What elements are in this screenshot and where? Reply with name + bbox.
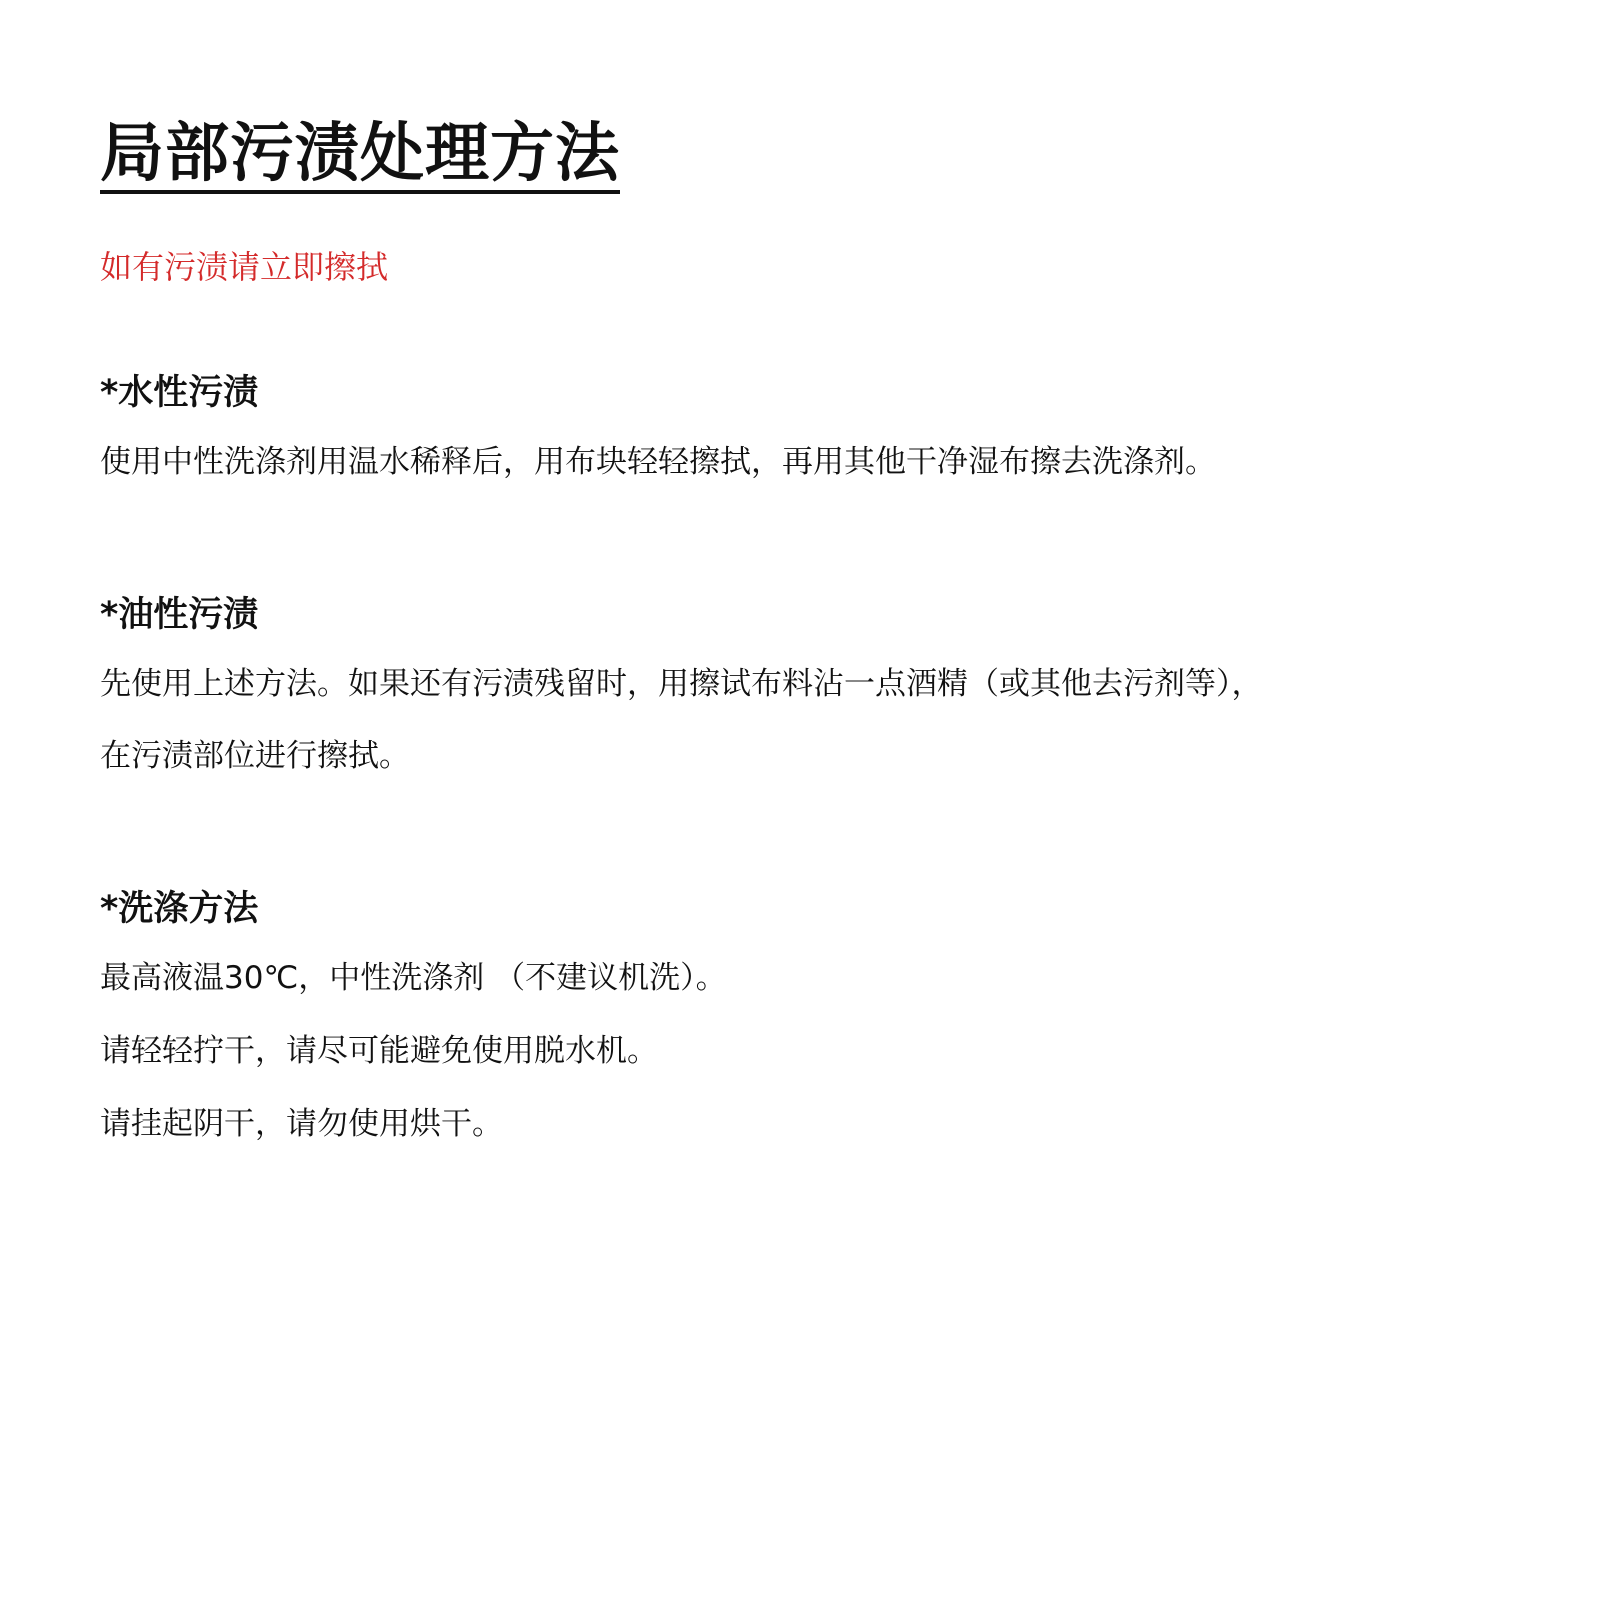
section-text-line: 先使用上述方法。如果还有污渍残留时，用擦试布料沾一点酒精（或其他去污剂等）， xyxy=(100,666,1263,702)
section-text-line: 使用中性洗涤剂用温水稀释后，用布块轻轻擦拭，再用其他干净湿布擦去洗涤剂。 xyxy=(100,444,1216,480)
section-heading-washing-method: *洗涤方法 xyxy=(100,889,259,929)
section-text-line: 请挂起阴干，请勿使用烘干。 xyxy=(100,1106,503,1142)
section-text-line: 在污渍部位进行擦拭。 xyxy=(100,738,410,774)
page-title: 局部污渍处理方法 xyxy=(100,122,620,194)
warning-note: 如有污渍请立即擦拭 xyxy=(100,248,389,286)
section-text-line: 最高液温30℃，中性洗涤剂 （不建议机洗）。 xyxy=(100,960,727,996)
section-text-line: 请轻轻拧干，请尽可能避免使用脱水机。 xyxy=(100,1033,658,1069)
section-heading-water-stain: *水性污渍 xyxy=(100,373,259,413)
section-heading-oil-stain: *油性污渍 xyxy=(100,595,259,635)
